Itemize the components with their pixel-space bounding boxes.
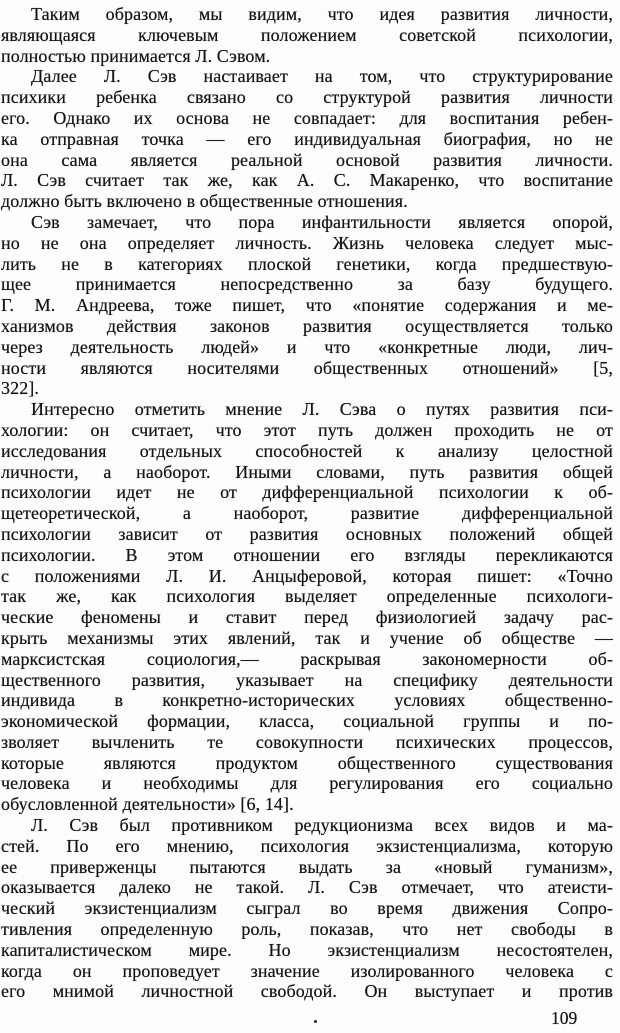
text-line: ности являются носителями общественных отношений» [5, (1, 357, 613, 378)
text-line: она сама является реальной основой развития личности. (1, 149, 613, 170)
text-line: психологии. В этом отношении его взгляды перекликаются (1, 544, 613, 565)
text-line: которые являются продуктом общественного существования (1, 752, 613, 773)
text-block (1, 4, 613, 1002)
text-line: крыть механизмы этих явлений, так и учение об обществе — (1, 627, 613, 648)
text-line: ханизмов действия законов развития осуществляется только (1, 315, 613, 336)
text-line: хологии: он считает, что этот путь должен проходить не от (1, 419, 613, 440)
paragraph (1, 4, 613, 66)
text-line: зволяет вычленить те совокупности психических процессов, (1, 731, 613, 752)
text-line: экономической формации, класса, социальной группы и по- (1, 711, 613, 732)
text-line: Интересно отметить мнение Л. Сэва о путях развития пси- (31, 399, 613, 420)
text-line: щее принимается непосредственно за базу будущего. (1, 274, 613, 295)
paragraph (1, 399, 613, 815)
text-line: 322]. (1, 378, 39, 399)
text-line: Л. Сэв был противником редукционизма всех видов и ма- (31, 815, 613, 836)
text-line: стей. По его мнению, психология экзистенциализма, которую (1, 835, 613, 856)
text-line: личности, а наоборот. Иными словами, путь развития общей (1, 461, 613, 482)
text-line: должно быть включено в общественные отношения. (1, 191, 408, 212)
page-number: 109 (551, 1008, 578, 1028)
text-line: ка отправная точка — его индивидуальная биография, но не (1, 128, 613, 149)
text-line: исследования отдельных способностей к анализу целостной (1, 440, 613, 461)
text-line: марксистская социология,— раскрывая закономерности об- (1, 648, 613, 669)
paragraph (1, 212, 613, 399)
text-line: с положениями Л. И. Анцыферовой, которая пишет: «Точно (1, 565, 613, 586)
text-line: тивления определенную роль, показав, что нет свободы в (1, 919, 613, 940)
text-line: полностью принимается Л. Сэвом. (1, 45, 271, 66)
text-line: так же, как психология выделяет определенные психологи- (1, 586, 613, 607)
text-line: щетеоретической, а наоборот, развитие дифференциальной (1, 503, 613, 524)
text-line: лить не в категориях плоской генетики, когда предшествую- (1, 253, 613, 274)
text-line: индивида в конкретно-исторических условиях общественно- (1, 690, 613, 711)
text-line: психологии зависит от развития основных положений общей (1, 523, 613, 544)
text-line: обусловленной деятельности» [6, 14]. (1, 794, 294, 815)
text-line: Далее Л. Сэв настаивает на том, что структурирование (31, 66, 613, 87)
text-line: психики ребенка связано со структурой развития личности (1, 87, 613, 108)
text-line: оказывается далеко не такой. Л. Сэв отмечает, что атеисти- (1, 877, 613, 898)
text-line: Сэв замечает, что пора инфантильности является опорой, (31, 211, 613, 232)
text-line: его мнимой личностной свободой. Он выступает и против (1, 981, 613, 1002)
text-line: щественного развития, указывает на специфику деятельности (1, 669, 613, 690)
text-line: человека и необходимы для регулирования его социально (1, 773, 613, 794)
text-line: Л. Сэв считает так же, как А. С. Макаренко, что воспитание (1, 170, 613, 191)
text-line: Г. М. Андреева, тоже пишет, что «понятие содержания и ме- (1, 295, 613, 316)
text-line: ее приверженцы пытаются выдать за «новый гуманизм», (1, 856, 613, 877)
text-line: психологии идет не от дифференциальной психологии к об- (1, 482, 613, 503)
text-line: ческие феномены и ставит перед физиологией задачу рас- (1, 607, 613, 628)
text-line: но не она определяет личность. Жизнь человека следует мыс- (1, 232, 613, 253)
text-line: Таким образом, мы видим, что идея развития личности, (31, 4, 613, 24)
text-line: через деятельность людей» и что «конкретные люди, лич- (1, 336, 613, 357)
text-line: его. Однако их основа не совпадает: для воспитания ребен- (1, 107, 613, 128)
paragraph (1, 815, 613, 1002)
stray-dot (314, 1020, 317, 1023)
text-line: ческий экзистенциализм сыграл во время движения Сопро- (1, 898, 613, 919)
text-line: когда он проповедует значение изолированного человека с (1, 960, 613, 981)
text-line: являющаяся ключевым положением советской психологии, (1, 24, 613, 45)
text-line: капиталистическом мире. Но экзистенциализм несостоятелен, (1, 939, 613, 960)
paragraph (1, 66, 613, 212)
